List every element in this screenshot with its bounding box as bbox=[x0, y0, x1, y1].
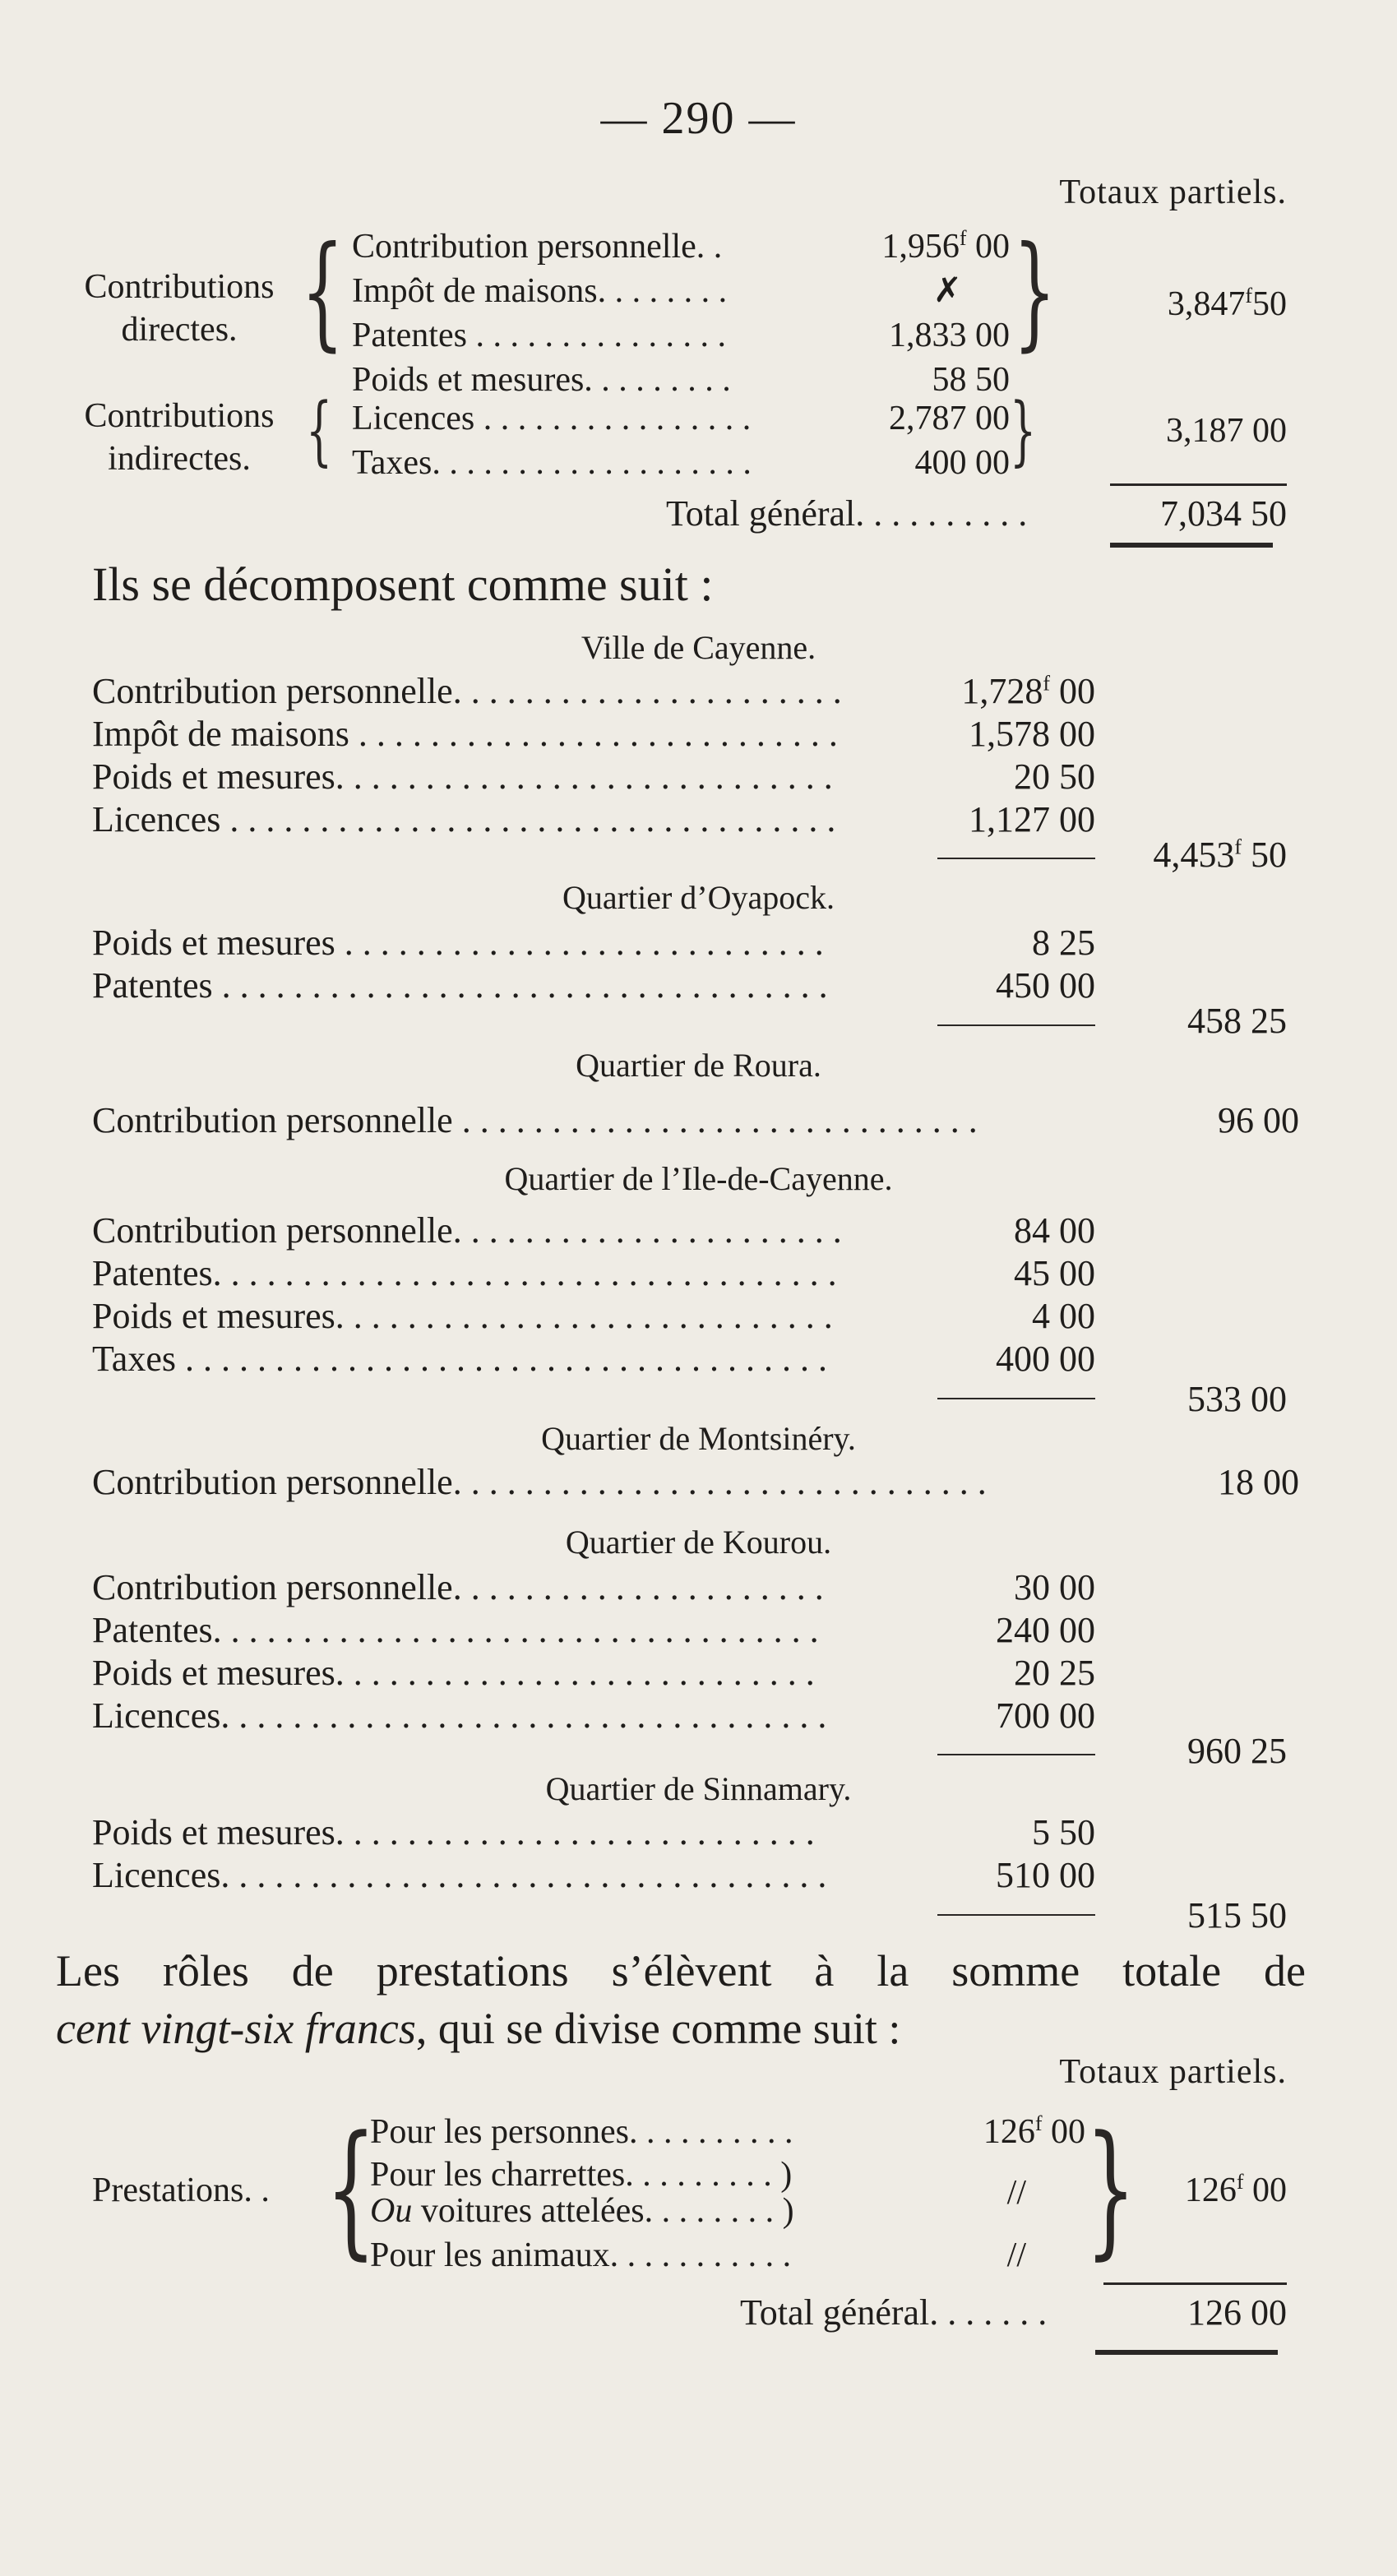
list-row-amount bbox=[1014, 1651, 1095, 1695]
list-row-amount bbox=[996, 964, 1095, 1008]
list-row-amount-cents: 50 bbox=[1050, 756, 1095, 797]
summary-row-value-int: 400 bbox=[914, 444, 967, 482]
summary-row-value bbox=[915, 441, 1011, 485]
subtotal-kourou-cents: 25 bbox=[1242, 1731, 1287, 1771]
group-label-indirectes-line2: indirectes. bbox=[108, 440, 251, 478]
prestations-total-value: 126 00 bbox=[1187, 2292, 1287, 2333]
summary-row-label: Taxes. . . . . . . . . . . . . . . . . . . bbox=[352, 444, 752, 482]
subtotal-cayenne-cents: 50 bbox=[1242, 835, 1287, 875]
group-label-indirectes bbox=[56, 395, 303, 480]
list-row-amount-cents: 50 bbox=[1050, 1812, 1095, 1852]
partial-total-rule bbox=[1110, 483, 1287, 486]
prestation-row-3 bbox=[370, 2233, 1085, 2278]
paragraph-italic-amount: cent vingt-six francs bbox=[56, 2004, 416, 2053]
list-row-amount-int: 240 bbox=[996, 1610, 1050, 1650]
summary-row-value bbox=[889, 313, 1010, 358]
prestation-row-label: Pour les animaux. . . . . . . . . . . bbox=[370, 2236, 792, 2274]
summary-row-mark: ✗ bbox=[932, 272, 962, 310]
summary-row-label: Licences . . . . . . . . . . . . . . . . bbox=[352, 400, 752, 437]
prestations-double-rule bbox=[1095, 2350, 1278, 2355]
partial-total-directes-sup: f bbox=[1245, 284, 1252, 308]
list-row-roura-0 bbox=[92, 1098, 1299, 1143]
list-row-label: Impôt de maisons . . . . . . . . . . . . . . . . . . . . . . . . . . . bbox=[92, 714, 838, 754]
list-row-amount-int: 700 bbox=[996, 1695, 1050, 1736]
list-row-amount bbox=[1014, 1209, 1095, 1253]
partial-total-indirectes-cents: 00 bbox=[1243, 412, 1287, 450]
grand-total-double-rule bbox=[1110, 543, 1273, 548]
grand-total-row bbox=[576, 492, 1287, 536]
summary-row-label: Patentes . . . . . . . . . . . . . . . bbox=[352, 317, 726, 354]
summary-row-value-cents: 00 bbox=[966, 444, 1010, 482]
subtotal-ile-cents: 00 bbox=[1242, 1379, 1287, 1419]
summary-row-directes-0 bbox=[352, 224, 1010, 269]
prestation-row-value: // bbox=[1006, 2236, 1026, 2274]
prestation-row-0 bbox=[370, 2110, 1085, 2154]
summary-row-value bbox=[932, 358, 1011, 402]
subtotal-cayenne-sup: f bbox=[1234, 835, 1242, 859]
subtotal-cayenne bbox=[1153, 834, 1287, 876]
quartier-title-montsinery: Quartier de Montsinéry. bbox=[541, 1420, 856, 1457]
list-row-amount-int: 450 bbox=[996, 965, 1050, 1006]
prestation-row-value: // bbox=[1006, 2174, 1026, 2212]
prestation-row-label: Pour les personnes. . . . . . . . . . bbox=[370, 2113, 793, 2151]
summary-row-value bbox=[889, 396, 1010, 441]
summary-row-value-cents: 00 bbox=[966, 317, 1010, 354]
list-row-label: Licences. . . . . . . . . . . . . . . . . . . . . . . . . . . . . . . . . . bbox=[92, 1855, 827, 1895]
list-row-label: Contribution personnelle. . . . . . . . . . . . . . . . . . . . . . bbox=[92, 1210, 842, 1251]
subtotal-sinnamary-int: 515 bbox=[1187, 1895, 1242, 1935]
list-row-amount bbox=[1032, 921, 1095, 965]
list-row-amount bbox=[1014, 1251, 1095, 1296]
list-row-amount-cents: 00 bbox=[1050, 671, 1095, 711]
prestations-grand-total-row bbox=[658, 2291, 1287, 2335]
list-row-total: 18 00 bbox=[1218, 1462, 1299, 1502]
partial-total-directes-cents: 50 bbox=[1252, 285, 1287, 323]
prestation-row-label-rest: voitures attelées. . . . . . . . ) bbox=[412, 2192, 794, 2230]
summary-row-value-sup: f bbox=[959, 226, 967, 250]
list-row-label: Poids et mesures. . . . . . . . . . . . . . . . . . . . . . . . . . . bbox=[92, 1812, 815, 1852]
prestations-total-label: Total général. . . . . . . bbox=[740, 2292, 1048, 2333]
subtotal-sinnamary bbox=[1187, 1894, 1287, 1936]
summary-row-value-cents: 50 bbox=[966, 361, 1010, 399]
paragraph-line-1: Les rôles de prestations s’élèvent à la somme totale de bbox=[56, 1946, 1306, 1996]
quartier-title-roura: Quartier de Roura. bbox=[576, 1047, 821, 1084]
list-row-amount-cents: 00 bbox=[1050, 1339, 1095, 1379]
list-row-amount bbox=[1032, 1811, 1095, 1855]
list-row-amount-cents: 00 bbox=[1050, 714, 1095, 754]
list-row-label: Contribution personnelle. . . . . . . . . . . . . . . . . . . . . . bbox=[92, 671, 842, 711]
partial-total-prestations-int: 126 bbox=[1184, 2171, 1237, 2209]
list-row-amount-int: 5 bbox=[1032, 1812, 1050, 1852]
list-row-amount bbox=[1014, 755, 1095, 799]
list-row-amount-cents: 25 bbox=[1050, 923, 1095, 963]
subtotal-sinnamary-cents: 50 bbox=[1242, 1895, 1287, 1935]
prestations-total-rule bbox=[1103, 2282, 1287, 2285]
list-row-amount-cents: 00 bbox=[1050, 965, 1095, 1006]
list-row-amount-int: 1,728 bbox=[961, 671, 1043, 711]
list-row-ile-2 bbox=[92, 1294, 1299, 1339]
summary-row-value-int: 2,787 bbox=[889, 400, 967, 437]
list-row-cayenne-1 bbox=[92, 712, 1299, 756]
list-row-amount bbox=[969, 712, 1095, 756]
list-row-amount bbox=[996, 1694, 1095, 1738]
subtotal-ile-de-cayenne bbox=[1187, 1378, 1287, 1420]
quartier-title-kourou: Quartier de Kourou. bbox=[565, 1524, 832, 1561]
list-row-ile-1 bbox=[92, 1251, 1299, 1296]
list-row-amount-cents: 00 bbox=[1050, 799, 1095, 839]
subtotal-rule-kourou bbox=[937, 1754, 1095, 1755]
list-row-label: Taxes . . . . . . . . . . . . . . . . . . . . . . . . . . . . . . . . . . . . bbox=[92, 1339, 827, 1379]
list-row-cayenne-3 bbox=[92, 798, 1299, 842]
subtotal-rule-cayenne bbox=[937, 858, 1095, 859]
list-row-kourou-2 bbox=[92, 1651, 1299, 1695]
partial-total-indirectes bbox=[1166, 411, 1287, 451]
list-row-amount-int: 1,578 bbox=[969, 714, 1050, 754]
list-row-amount-cents: 00 bbox=[1050, 1567, 1095, 1607]
subtotal-rule-ile-de-cayenne bbox=[937, 1398, 1095, 1399]
list-row-label: Patentes. . . . . . . . . . . . . . . . . . . . . . . . . . . . . . . . . . . bbox=[92, 1253, 837, 1293]
prestation-row-value bbox=[983, 2110, 1085, 2154]
list-row-amount-int: 20 bbox=[1014, 1653, 1050, 1693]
list-row-amount-sup: f bbox=[1043, 671, 1050, 696]
list-row-label: Poids et mesures . . . . . . . . . . . . . . . . . . . . . . . . . . . bbox=[92, 923, 824, 963]
summary-row-value bbox=[881, 224, 1010, 269]
summary-row-label: Poids et mesures. . . . . . . . . bbox=[352, 361, 731, 399]
list-row-label: Poids et mesures. . . . . . . . . . . . . . . . . . . . . . . . . . . bbox=[92, 1653, 815, 1693]
prestation-row-label-italic: Ou bbox=[370, 2192, 413, 2230]
summary-row-value-int: 1,833 bbox=[889, 317, 967, 354]
subtotal-rule-oyapock bbox=[937, 1024, 1095, 1026]
list-row-sinnamary-1 bbox=[92, 1853, 1299, 1898]
list-row-kourou-3 bbox=[92, 1694, 1299, 1738]
list-row-label: Contribution personnelle . . . . . . . . . . . . . . . . . . . . . . . . . . . . . bbox=[92, 1100, 978, 1140]
list-row-amount-cents: 00 bbox=[1050, 1695, 1095, 1736]
partial-total-directes-int: 3,847 bbox=[1167, 285, 1246, 323]
list-row-label: Contribution personnelle. . . . . . . . . . . . . . . . . . . . . bbox=[92, 1567, 824, 1607]
summary-row-directes-2 bbox=[352, 313, 1010, 358]
list-row-amount bbox=[1032, 1294, 1095, 1339]
list-row-label: Licences. . . . . . . . . . . . . . . . . . . . . . . . . . . . . . . . . . bbox=[92, 1695, 827, 1736]
brace-right-prestations-icon: } bbox=[1085, 2105, 1136, 2273]
prestation-row-value-cents: 00 bbox=[1042, 2113, 1085, 2151]
quartier-title-cayenne: Ville de Cayenne. bbox=[581, 629, 816, 666]
summary-row-label: Contribution personnelle. . bbox=[352, 228, 723, 266]
list-row-cayenne-2 bbox=[92, 755, 1299, 799]
page-number: — 290 — bbox=[600, 93, 797, 144]
prestations-paragraph bbox=[56, 1942, 1306, 2057]
list-row-sinnamary-0 bbox=[92, 1811, 1299, 1855]
list-row-oyapock-1 bbox=[92, 964, 1299, 1008]
list-row-amount-int: 8 bbox=[1032, 923, 1050, 963]
group-label-directes bbox=[56, 266, 303, 351]
list-row-ile-3 bbox=[92, 1337, 1299, 1381]
list-row-total: 96 00 bbox=[1218, 1100, 1299, 1140]
summary-row-value-int: 1,956 bbox=[881, 228, 960, 266]
list-row-amount bbox=[996, 1853, 1095, 1898]
list-row-amount-cents: 00 bbox=[1050, 1610, 1095, 1650]
summary-row-directes-3 bbox=[352, 358, 1010, 402]
list-row-cayenne-0 bbox=[92, 669, 1299, 714]
list-row-kourou-1 bbox=[92, 1608, 1299, 1653]
list-row-label: Poids et mesures. . . . . . . . . . . . . . . . . . . . . . . . . . . . bbox=[92, 1296, 833, 1336]
quartier-title-sinnamary: Quartier de Sinnamary. bbox=[545, 1770, 852, 1807]
list-row-kourou-0 bbox=[92, 1565, 1299, 1610]
prestation-row-label bbox=[370, 2189, 794, 2233]
group-label-indirectes-line1: Contributions bbox=[84, 397, 275, 435]
list-row-label: Patentes . . . . . . . . . . . . . . . . . . . . . . . . . . . . . . . . . . bbox=[92, 965, 828, 1006]
grand-total-label: Total général. . . . . . . . . . bbox=[666, 493, 1028, 534]
subtotal-rule-sinnamary bbox=[937, 1914, 1095, 1916]
list-row-label: Poids et mesures. . . . . . . . . . . . . . . . . . . . . . . . . . . . bbox=[92, 756, 833, 797]
list-row-label: Licences . . . . . . . . . . . . . . . . . . . . . . . . . . . . . . . . . . bbox=[92, 799, 836, 839]
group-label-prestations: Prestations. . bbox=[92, 2171, 270, 2209]
totaux-partiels-header: Totaux partiels. bbox=[1059, 173, 1287, 211]
list-row-amount-cents: 00 bbox=[1050, 1253, 1095, 1293]
subtotal-oyapock-int: 458 bbox=[1187, 1001, 1242, 1041]
group-label-directes-line1: Contributions bbox=[84, 268, 275, 306]
list-row-amount-int: 400 bbox=[996, 1339, 1050, 1379]
list-row-amount-int: 84 bbox=[1014, 1210, 1050, 1251]
list-row-amount bbox=[996, 1337, 1095, 1381]
summary-row-value-cents: 00 bbox=[966, 228, 1010, 266]
summary-row-value-cents: 00 bbox=[966, 400, 1010, 437]
list-row-label: Patentes. . . . . . . . . . . . . . . . . . . . . . . . . . . . . . . . . . bbox=[92, 1610, 819, 1650]
list-row-amount-cents: 00 bbox=[1050, 1210, 1095, 1251]
prestation-row-value-sup: f bbox=[1034, 2111, 1043, 2135]
quartier-title-ile-de-cayenne: Quartier de l’Ile-de-Cayenne. bbox=[504, 1160, 893, 1197]
paragraph-line-2-rest: , qui se divise comme suit : bbox=[415, 2004, 901, 2053]
list-row-amount-int: 510 bbox=[996, 1855, 1050, 1895]
prestation-row-label: Pour les charrettes. . . . . . . . . ) bbox=[370, 2156, 793, 2194]
summary-row-directes-1 bbox=[352, 269, 1010, 313]
partial-total-prestations bbox=[1185, 2171, 1287, 2210]
list-row-amount-int: 1,127 bbox=[969, 799, 1050, 839]
subtotal-oyapock-cents: 25 bbox=[1242, 1001, 1287, 1041]
summary-row-value-int: 58 bbox=[932, 361, 967, 399]
subtotal-ile-int: 533 bbox=[1187, 1379, 1242, 1419]
list-row-amount-cents: 25 bbox=[1050, 1653, 1095, 1693]
summary-row-indirectes-1 bbox=[352, 441, 1010, 485]
list-row-amount bbox=[996, 1608, 1095, 1653]
list-row-amount-int: 45 bbox=[1014, 1253, 1050, 1293]
partial-total-prestations-cents: 00 bbox=[1243, 2171, 1287, 2209]
summary-row-indirectes-0 bbox=[352, 396, 1010, 441]
partial-total-prestations-sup: f bbox=[1236, 2170, 1244, 2194]
section-title: Ils se décomposent comme suit : bbox=[92, 557, 714, 611]
grand-total-value: 7,034 50 bbox=[1160, 493, 1287, 534]
paragraph-line-2 bbox=[56, 2004, 900, 2053]
list-row-amount-int: 30 bbox=[1014, 1567, 1050, 1607]
partial-total-indirectes-int: 3,187 bbox=[1166, 412, 1244, 450]
list-row-amount-cents: 00 bbox=[1050, 1855, 1095, 1895]
group-label-directes-line2: directes. bbox=[121, 311, 238, 349]
totaux-partiels-header-2: Totaux partiels. bbox=[1059, 2053, 1287, 2091]
summary-row-label: Impôt de maisons. . . . . . . . bbox=[352, 272, 728, 310]
brace-left-indirectes-icon: { bbox=[306, 386, 333, 474]
subtotal-kourou-int: 960 bbox=[1187, 1731, 1242, 1771]
subtotal-kourou bbox=[1187, 1730, 1287, 1772]
prestation-row-value-int: 126 bbox=[983, 2113, 1035, 2151]
subtotal-cayenne-int: 4,453 bbox=[1153, 835, 1235, 875]
list-row-amount bbox=[1014, 1565, 1095, 1610]
list-row-amount bbox=[961, 669, 1095, 714]
brace-right-indirectes-icon: } bbox=[1010, 386, 1037, 474]
list-row-ile-0 bbox=[92, 1209, 1299, 1253]
partial-total-directes bbox=[1168, 284, 1287, 324]
list-row-amount-cents: 00 bbox=[1050, 1296, 1095, 1336]
brace-left-prestations-icon: { bbox=[326, 2105, 377, 2273]
quartier-title-oyapock: Quartier d’Oyapock. bbox=[562, 879, 835, 916]
list-row-montsinery-0 bbox=[92, 1460, 1299, 1505]
brace-right-directes-icon: } bbox=[1013, 220, 1057, 363]
subtotal-oyapock bbox=[1187, 1000, 1287, 1042]
list-row-amount bbox=[969, 798, 1095, 842]
list-row-oyapock-0 bbox=[92, 921, 1299, 965]
list-row-amount-int: 4 bbox=[1032, 1296, 1050, 1336]
brace-left-directes-icon: { bbox=[301, 220, 345, 363]
list-row-amount-int: 20 bbox=[1014, 756, 1050, 797]
list-row-label: Contribution personnelle. . . . . . . . . . . . . . . . . . . . . . . . . . . . . . bbox=[92, 1462, 987, 1502]
